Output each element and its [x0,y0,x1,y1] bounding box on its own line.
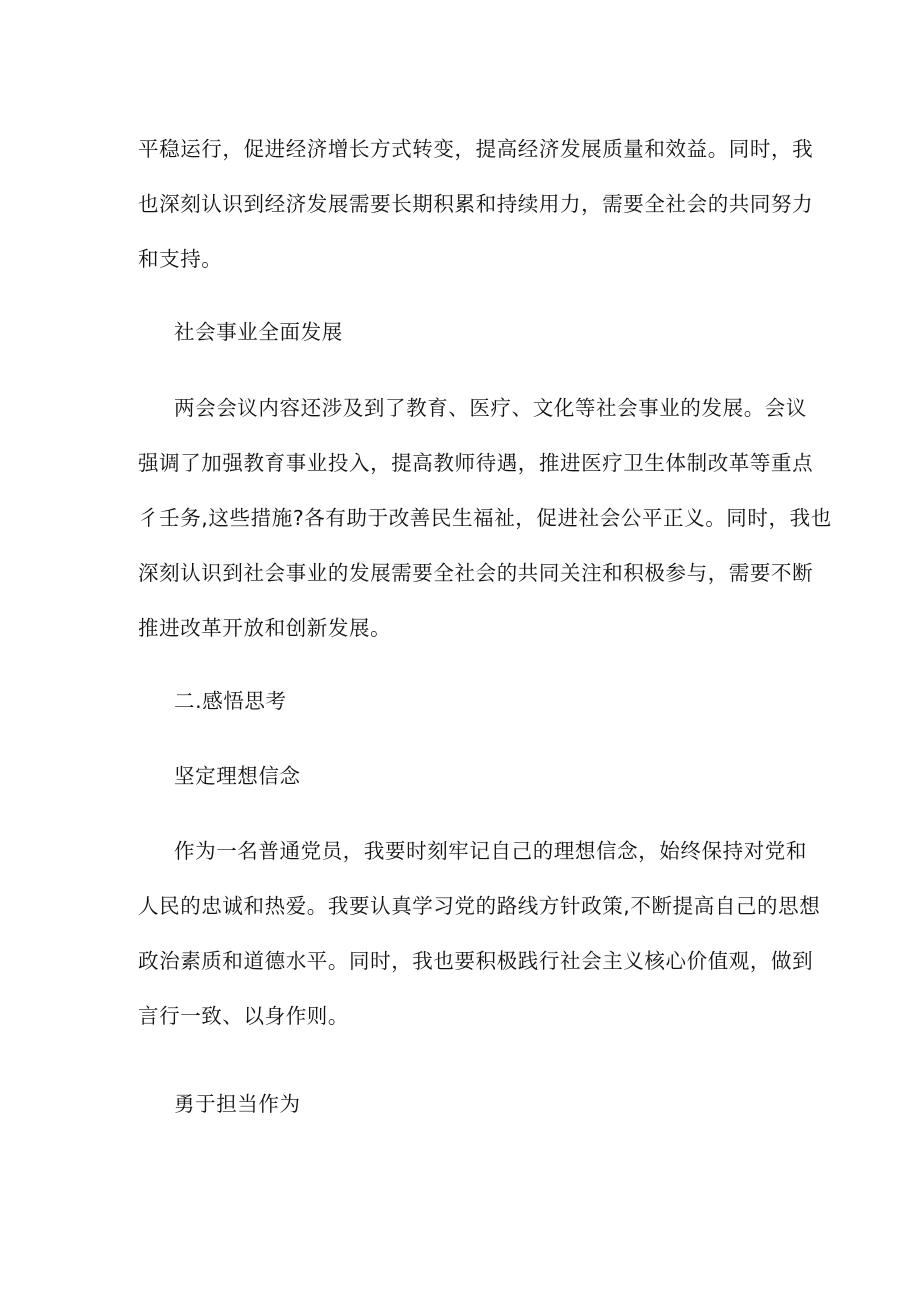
paragraph-line: 平稳运行，促进经济增长方式转变，提高经济发展质量和效益。同时，我 [138,137,814,161]
paragraph-line: 作为一名普通党员，我要时刻牢记自己的理想信念，始终保持对党和 [174,839,807,863]
section-heading: 坚定理想信念 [174,764,301,788]
paragraph-line: 也深刻认识到经济发展需要长期积累和持续用力，需要全社会的共同努力 [138,192,814,216]
paragraph-line: 和支持。 [138,247,223,271]
paragraph-line: 推进改革开放和创新发展。 [138,616,392,640]
paragraph-line: 言行一致、以身作则。 [138,1004,349,1028]
section-heading: 二.感悟思考 [174,689,287,713]
paragraph-line: 深刻认识到社会事业的发展需要全社会的共同关注和积极参与，需要不断 [138,561,814,585]
section-heading: 勇于担当作为 [174,1092,301,1116]
section-heading: 社会事业全面发展 [174,320,343,344]
paragraph-line: 强调了加强教育事业投入，提高教师待遇，推进医疗卫生体制改革等重点 [138,451,814,475]
paragraph-line: 彳壬务,这些措施?各有助于改善民生福祉，促进社会公平正义。同时，我也 [138,506,832,530]
paragraph-line: 人民的忠诚和热爱。我要认真学习党的路线方针政策,不断提高自己的思想 [138,894,821,918]
paragraph-line: 两会会议内容还涉及到了教育、医疗、文化等社会事业的发展。会议 [174,396,807,420]
paragraph-line: 政治素质和道德水平。同时，我也要积极践行社会主义核心价值观，做到 [138,949,814,973]
